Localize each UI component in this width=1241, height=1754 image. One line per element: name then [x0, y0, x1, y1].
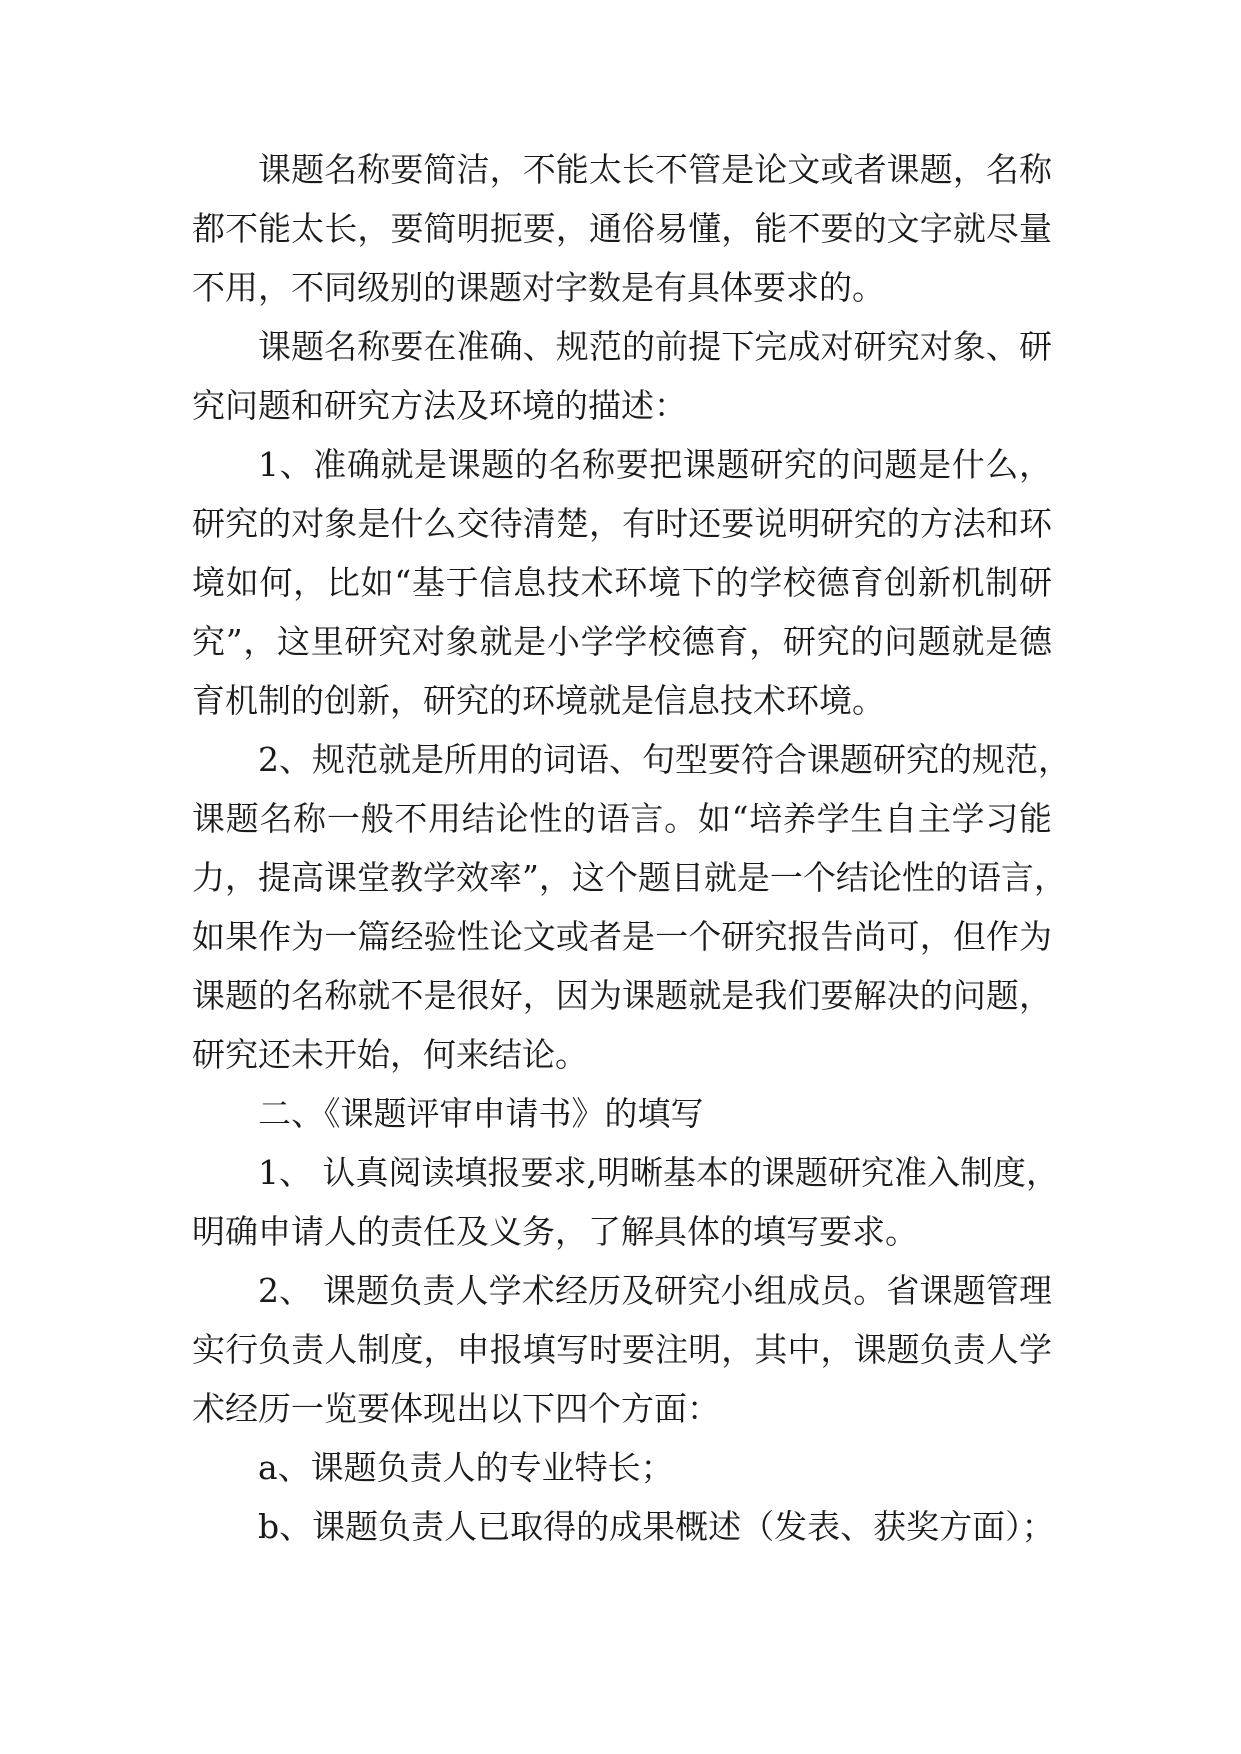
paragraph-line: 1、准确就是课题的名称要把课题研究的问题是什么， — [258, 445, 1052, 484]
paragraph-line: 如果作为一篇经验性论文或者是一个研究报告尚可，但作为 — [192, 917, 1052, 956]
paragraph-line: 研究的对象是什么交待清楚，有时还要说明研究的方法和环 — [192, 504, 1052, 543]
paragraph-line: 2、 课题负责人学术经历及研究小组成员。省课题管理 — [258, 1271, 1052, 1310]
paragraph-line: 课题名称一般不用结论性的语言。如“培养学生自主学习能 — [192, 799, 1052, 838]
paragraph-line: 育机制的创新，研究的环境就是信息技术环境。 — [192, 681, 885, 720]
list-item: a、课题负责人的专业特长； — [258, 1448, 674, 1487]
paragraph-line: 不用，不同级别的课题对字数是有具体要求的。 — [192, 268, 885, 307]
paragraph-line: 实行负责人制度，申报填写时要注明，其中，课题负责人学 — [192, 1330, 1052, 1369]
paragraph-line: 都不能太长，要简明扼要，通俗易懂，能不要的文字就尽量 — [192, 209, 1052, 248]
paragraph-line: 境如何，比如“基于信息技术环境下的学校德育创新机制研 — [192, 563, 1052, 602]
paragraph-line: 究”，这里研究对象就是小学学校德育，研究的问题就是德 — [192, 622, 1052, 661]
paragraph-line: 研究还未开始，何来结论。 — [192, 1035, 588, 1074]
paragraph-line: 力，提高课堂教学效率”，这个题目就是一个结论性的语言， — [192, 858, 1067, 897]
paragraph-line: 课题的名称就不是很好，因为课题就是我们要解决的问题， — [192, 976, 1052, 1015]
paragraph-line: 课题名称要在准确、规范的前提下完成对研究对象、研 — [258, 327, 1052, 366]
paragraph-line: 2、规范就是所用的词语、句型要符合课题研究的规范， — [258, 740, 1071, 779]
paragraph-line: 究问题和研究方法及环境的描述： — [192, 386, 687, 425]
section-heading: 二、《课题评审申请书》的填写 — [258, 1094, 704, 1133]
paragraph-line: 课题名称要简洁，不能太长不管是论文或者课题，名称 — [258, 150, 1052, 189]
paragraph-line: 1、 认真阅读填报要求,明晰基本的课题研究准入制度， — [258, 1153, 1059, 1192]
paragraph-line: 术经历一览要体现出以下四个方面： — [192, 1389, 720, 1428]
paragraph-line: 明确申请人的责任及义务，了解具体的填写要求。 — [192, 1212, 918, 1251]
list-item: b、课题负责人已取得的成果概述（发表、获奖方面）； — [258, 1507, 1055, 1546]
